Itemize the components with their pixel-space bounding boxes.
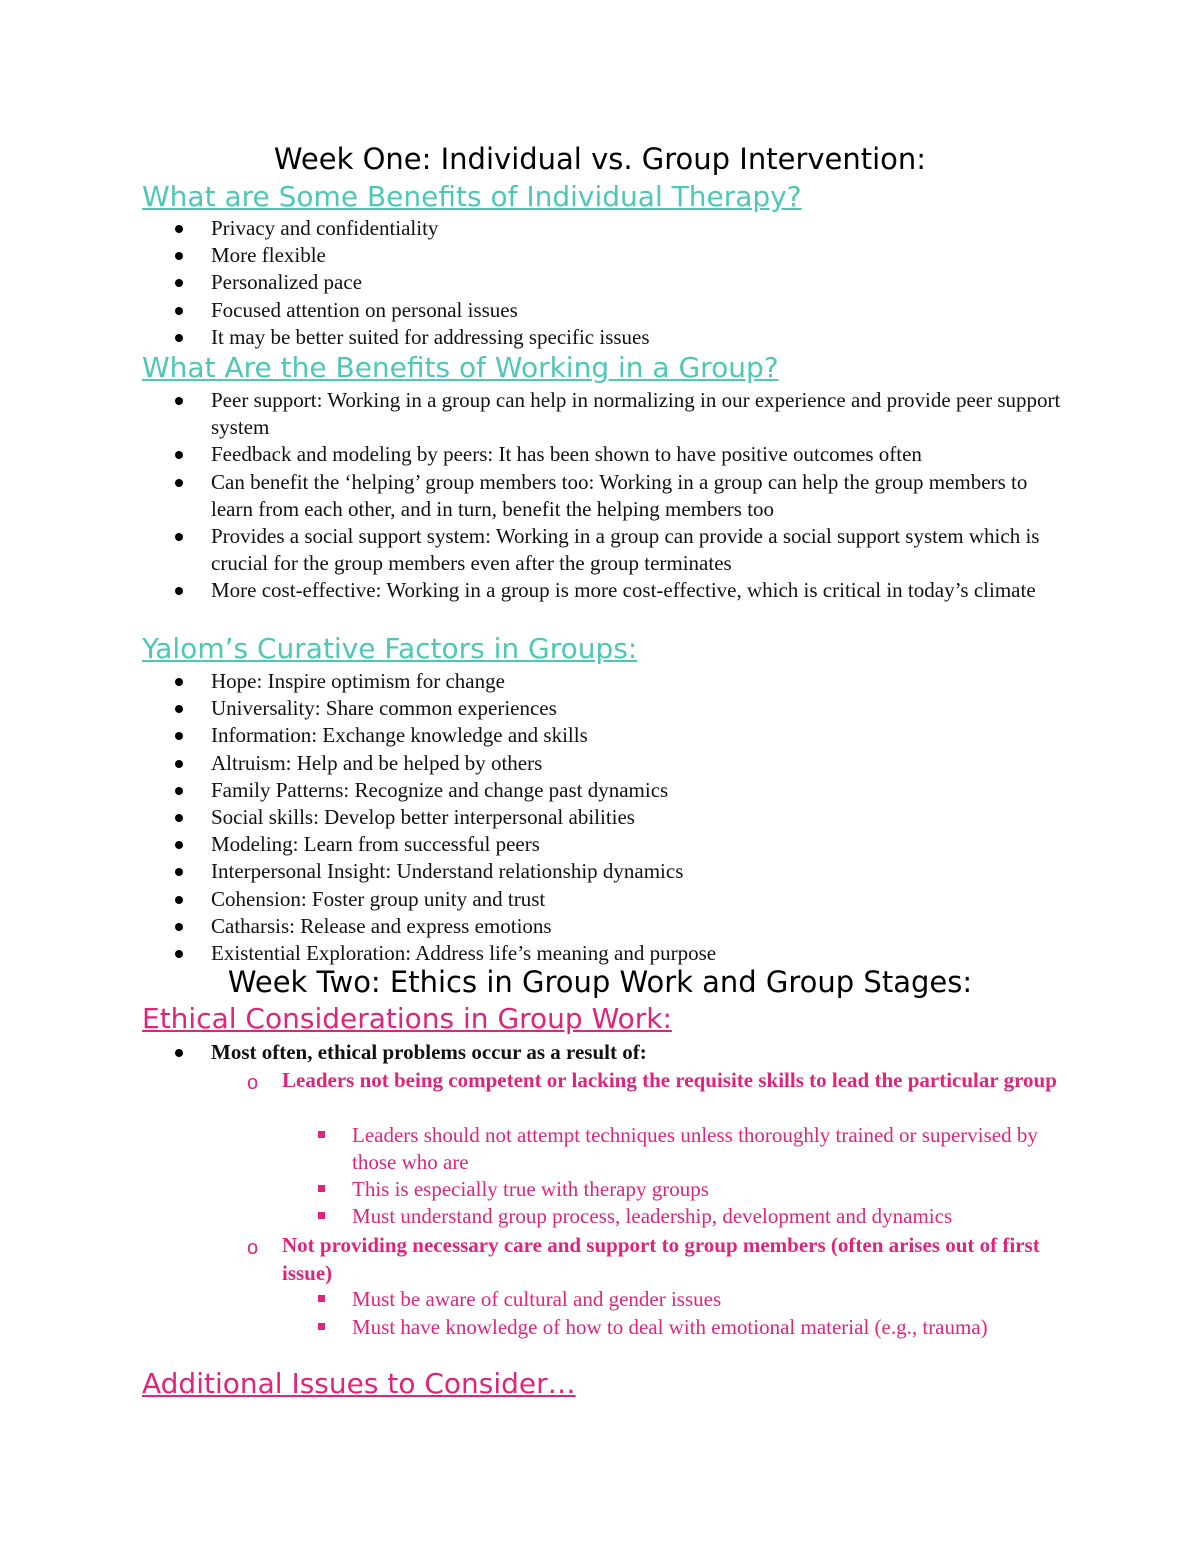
list-item: Universality: Share common experiences	[0, 695, 1071, 722]
bullet-icon	[175, 307, 183, 315]
ethical-considerations-heading: Ethical Considerations in Group Work:	[142, 1002, 672, 1035]
list-item: Personalized pace	[0, 269, 1071, 296]
additional-issues-heading: Additional Issues to Consider…	[142, 1367, 576, 1400]
square-bullet-icon	[318, 1323, 325, 1330]
bullet-icon	[175, 252, 183, 260]
curative-factors-heading: Yalom’s Curative Factors in Groups:	[142, 632, 638, 665]
bullet-icon	[175, 1049, 183, 1057]
ethics-detail-text: Must be aware of cultural and gender issues	[352, 1287, 722, 1311]
week-two-title: Week Two: Ethics in Group Work and Group Stages:	[227, 965, 973, 999]
bullet-icon	[175, 732, 183, 740]
group-benefits-list	[0, 387, 1071, 605]
list-item: More cost-effective: Working in a group is more cost-effective, which is critical in today’s climate	[0, 577, 1071, 604]
square-bullet-icon	[318, 1131, 325, 1138]
group-benefits-heading: What Are the Benefits of Working in a Group?	[142, 351, 779, 384]
bullet-icon	[175, 533, 183, 541]
bullet-icon	[175, 950, 183, 958]
bullet-icon	[175, 279, 183, 287]
list-item: Information: Exchange knowledge and skills	[0, 722, 1071, 749]
ethics-detail-text: This is especially true with therapy groups	[352, 1177, 709, 1201]
list-item: Interpersonal Insight: Understand relationship dynamics	[0, 858, 1071, 885]
list-item: It may be better suited for addressing specific issues	[0, 324, 1071, 351]
list-item: More flexible	[0, 242, 1071, 269]
square-bullet-icon	[318, 1212, 325, 1219]
ethics-cause-text: Leaders not being competent or lacking the requisite skills to lead the particular group	[282, 1068, 1057, 1092]
list-item: Modeling: Learn from successful peers	[0, 831, 1071, 858]
bullet-icon	[175, 334, 183, 342]
bullet-icon	[175, 479, 183, 487]
individual-therapy-list	[0, 215, 1071, 351]
hollow-circle-bullet-icon: o	[247, 1072, 259, 1094]
list-item: Catharsis: Release and express emotions	[0, 913, 1071, 940]
bullet-icon	[175, 760, 183, 768]
ethics-intro-text: Most often, ethical problems occur as a result of:	[211, 1040, 647, 1064]
list-item: Existential Exploration: Address life’s meaning and purpose	[0, 940, 1071, 967]
ethics-detail-text: Must have knowledge of how to deal with emotional material (e.g., trauma)	[352, 1315, 988, 1339]
curative-factors-list	[0, 668, 1071, 967]
bullet-icon	[175, 814, 183, 822]
week-one-title: Week One: Individual vs. Group Intervention:	[273, 142, 927, 176]
list-item: Feedback and modeling by peers: It has been shown to have positive outcomes often	[0, 441, 1071, 468]
individual-therapy-heading: What are Some Benefits of Individual Therapy?	[142, 180, 802, 213]
bullet-icon	[175, 225, 183, 233]
bullet-icon	[175, 868, 183, 876]
bullet-icon	[175, 787, 183, 795]
bullet-icon	[175, 587, 183, 595]
ethics-detail-text: Must understand group process, leadership, development and dynamics	[352, 1204, 953, 1228]
list-item: Altruism: Help and be helped by others	[0, 750, 1071, 777]
list-item: Family Patterns: Recognize and change past dynamics	[0, 777, 1071, 804]
list-item: Social skills: Develop better interpersonal abilities	[0, 804, 1071, 831]
list-item: Can benefit the ‘helping’ group members too: Working in a group can help the group members to learn from each other, and in turn, benefit the helping members too	[0, 469, 1071, 523]
list-item: Hope: Inspire optimism for change	[0, 668, 1071, 695]
square-bullet-icon	[318, 1295, 325, 1302]
list-item: Focused attention on personal issues	[0, 297, 1071, 324]
bullet-icon	[175, 896, 183, 904]
square-bullet-icon	[318, 1185, 325, 1192]
ethics-cause-text: Not providing necessary care and support to group members (often arises out of first issue)	[282, 1233, 1040, 1285]
bullet-icon	[175, 841, 183, 849]
bullet-icon	[175, 451, 183, 459]
bullet-icon	[175, 705, 183, 713]
list-item: Privacy and confidentiality	[0, 215, 1071, 242]
hollow-circle-bullet-icon: o	[247, 1237, 259, 1259]
ethics-detail-text: Leaders should not attempt techniques unless thoroughly trained or supervised by those who are	[352, 1123, 1038, 1174]
bullet-icon	[175, 678, 183, 686]
list-item: Peer support: Working in a group can help in normalizing in our experience and provide peer support system	[0, 387, 1071, 441]
bullet-icon	[175, 397, 183, 405]
list-item: Provides a social support system: Working in a group can provide a social support system which is crucial for the group members even after the group terminates	[0, 523, 1071, 577]
list-item: Cohension: Foster group unity and trust	[0, 886, 1071, 913]
bullet-icon	[175, 923, 183, 931]
